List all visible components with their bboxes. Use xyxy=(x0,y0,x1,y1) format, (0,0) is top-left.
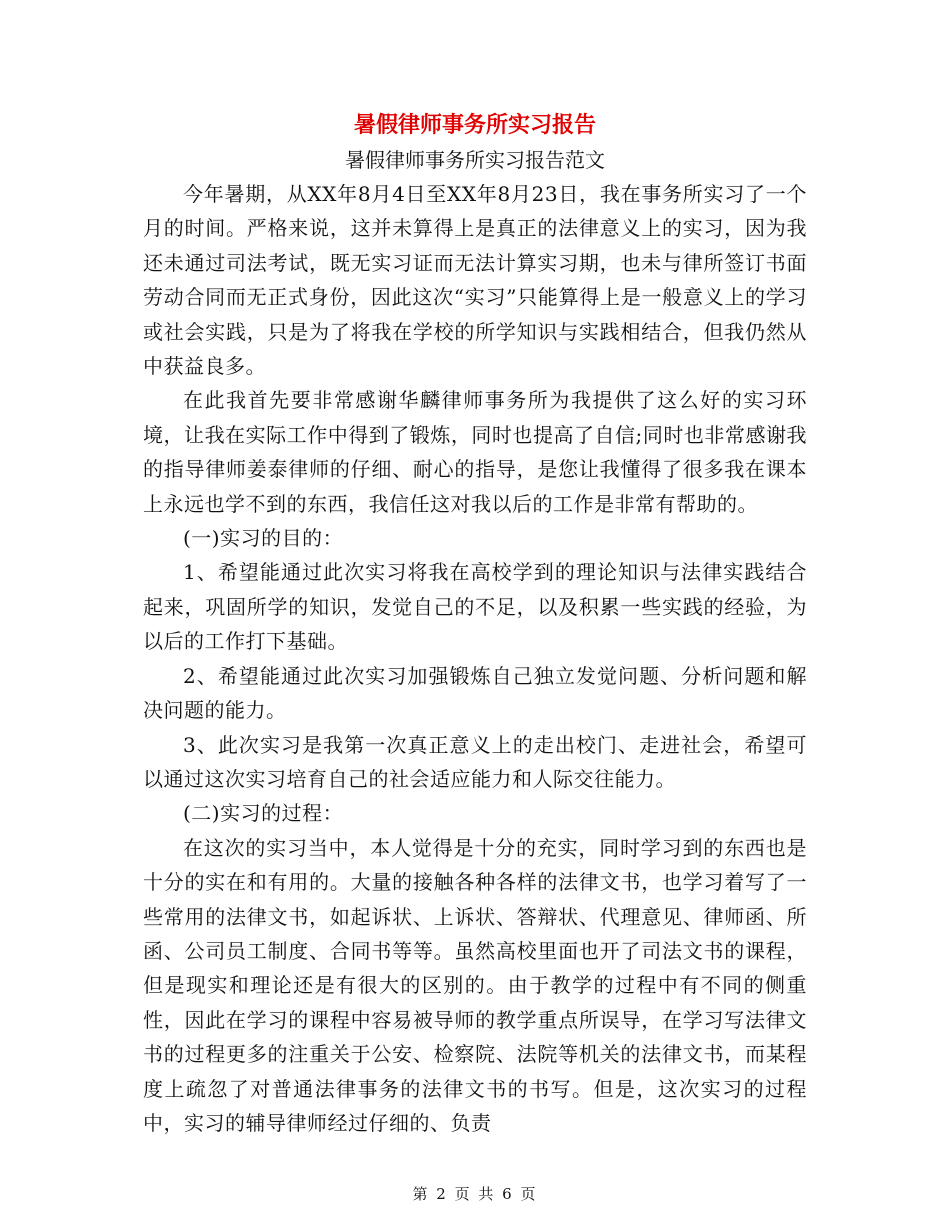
paragraph-thanks: 在此我首先要非常感谢华麟律师事务所为我提供了这么好的实习环境，让我在实际工作中得到了锻炼，同时也提高了自信;同时也非常感谢我的指导律师姜泰律师的仔细、耐心的指导，是您让我懂得了很多我在课本上永远也学不到的东西，我信任这对我以后的工作是非常有帮助的。 xyxy=(143,388,807,516)
section-heading-process: (二)实习的过程： xyxy=(183,801,344,826)
paragraph-purpose-2: 2、希望能通过此次实习加强锻炼自己独立发觉问题、分析问题和解决问题的能力。 xyxy=(143,663,807,723)
document-subtitle: 暑假律师事务所实习报告范文 xyxy=(345,148,605,172)
paragraph-process: 在这次的实习当中，本人觉得是十分的充实，同时学习到的东西也是十分的实在和有用的。大量的接触各种各样的法律文书，也学习着写了一些常用的法律文书，如起诉状、上诉状、答辩状、代理意见、律师函、所函、公司员工制度、合同书等等。虽然高校里面也开了司法文书的课程，但是现实和理论还是有很大的区别的。由于教学的过程中有不同的侧重性，因此在学习的课程中容易被导师的教学重点所误导，在学习写法律文书的过程更多的注重关于公安、检察院、法院等机关的法律文书，而某程度上疏忽了对普通法律事务的法律文书的书写。但是，这次实习的过程中，实习的辅导律师经过仔细的、负责 xyxy=(143,835,807,1135)
section-heading-purpose: (一)实习的目的： xyxy=(183,526,344,551)
paragraph-intro: 今年暑期，从XX年8月4日至XX年8月23日，我在事务所实习了一个月的时间。严格来说，这并未算得上是真正的法律意义上的实习，因为我还未通过司法考试，既无实习证而无法计算实习期，也未与律所签订书面劳动合同而无正式身份，因此这次“实习”只能算得上是一般意义上的学习或社会实践，只是为了将我在学校的所学知识与实践相结合，但我仍然从中获益良多。 xyxy=(143,182,807,379)
document-title: 暑假律师事务所实习报告 xyxy=(353,112,596,138)
paragraph-purpose-3: 3、此次实习是我第一次真正意义上的走出校门、走进社会，希望可以通过这次实习培育自己的社会适应能力和人际交往能力。 xyxy=(143,732,807,791)
document-body xyxy=(143,177,807,1140)
paragraph-purpose-1: 1、希望能通过此次实习将我在高校学到的理论知识与法律实践结合起来，巩固所学的知识，发觉自己的不足，以及积累一些实践的经验，为以后的工作打下基础。 xyxy=(143,560,807,654)
page-number-footer: 第 2 页 共 6 页 xyxy=(412,1185,538,1203)
